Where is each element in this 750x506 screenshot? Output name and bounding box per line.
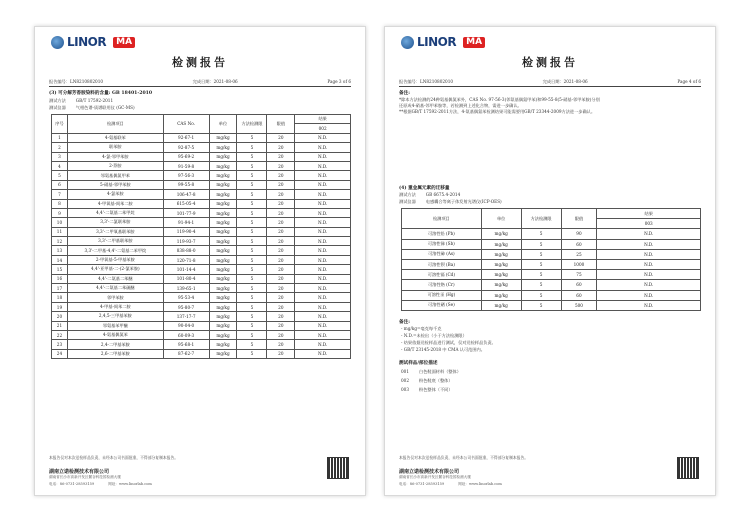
table-cell: mg/kg: [209, 199, 237, 208]
report-meta: [399, 79, 701, 87]
table-cell: 可溶性铬 (Cr): [402, 280, 482, 290]
note-line: 还原成4-硝基-邻甲苯胺等，若检测到上述化合物，需进一步确认。: [399, 103, 522, 108]
table-cell: 5: [237, 302, 267, 311]
table-cell: mg/kg: [481, 259, 521, 269]
table-row: [402, 249, 701, 259]
table-cell: 20: [267, 340, 295, 349]
table-cell: mg/kg: [209, 133, 237, 142]
table-cell: mg/kg: [209, 284, 237, 293]
table-cell: 5: [237, 208, 267, 217]
table-cell: 可溶性铅 (Pb): [402, 229, 482, 239]
table-cell: N.D.: [597, 300, 701, 310]
table-cell: N.D.: [295, 293, 351, 302]
table-cell: 90-04-0: [163, 321, 209, 330]
table-cell: 20: [267, 265, 295, 274]
table-cell: 5: [237, 133, 267, 142]
table-cell: 1000: [561, 259, 597, 269]
table-cell: mg/kg: [481, 270, 521, 280]
table-cell: 75: [561, 270, 597, 280]
table-cell: 5: [237, 218, 267, 227]
report-meta: [49, 79, 351, 87]
table-cell: 可溶性砷 (As): [402, 249, 482, 259]
table-cell: 95-80-7: [163, 302, 209, 311]
table-cell: 20: [267, 284, 295, 293]
table-cell: 6: [52, 180, 68, 189]
table-cell: 4-甲基-间苯二胺: [67, 302, 163, 311]
table-cell: 101-77-9: [163, 208, 209, 217]
test-method: 测试方法 GB 6675.4-2014: [399, 192, 461, 197]
table-cell: 14: [52, 255, 68, 264]
table-cell: 5: [237, 143, 267, 152]
table-cell: 500: [561, 300, 597, 310]
table-cell: 4-氨基联苯: [67, 133, 163, 142]
note-line: **根据GB/T 17592-2011方法，4-氨基偶氮苯检测结果可能需要用GB/T 23344-2009方法进一步确认。: [399, 109, 596, 114]
completion-date: 完成日期：2021-08-06: [192, 79, 238, 84]
table-cell: 20: [267, 246, 295, 255]
table-cell: mg/kg: [209, 340, 237, 349]
table-row: [402, 259, 701, 269]
table-cell: 20: [267, 171, 295, 180]
table-cell: N.D.: [597, 229, 701, 239]
table-cell: mg/kg: [209, 255, 237, 264]
table-cell: 95-68-1: [163, 340, 209, 349]
cma-mark: MA: [113, 37, 135, 48]
table-cell: 5: [237, 321, 267, 330]
table-cell: 92-87-5: [163, 143, 209, 152]
table-cell: 21: [52, 321, 68, 330]
table-cell: 60-09-3: [163, 330, 209, 339]
table-cell: 5: [237, 255, 267, 264]
table-cell: 20: [267, 208, 295, 217]
table-cell: 17: [52, 284, 68, 293]
company-name: 湖南立诺检测技术有限公司: [399, 469, 460, 475]
section-heading: (3) 可分解芳香胺染料的含量: GB 18401-2010: [49, 91, 153, 96]
table-cell: N.D.: [295, 171, 351, 180]
table-cell: 13: [52, 246, 68, 255]
table-cell: 119-90-4: [163, 227, 209, 236]
table-cell: 20: [267, 312, 295, 321]
table-cell: 2: [52, 143, 68, 152]
contact-info: 电话：86-0731-28593159 网址：www.linorlab.com: [49, 482, 152, 486]
table-row: [52, 340, 351, 349]
table-cell: 12: [52, 237, 68, 246]
table-row: [402, 290, 701, 300]
table-cell: N.D.: [597, 259, 701, 269]
table-cell: 5: [237, 274, 267, 283]
page-number: Page 4 of 6: [677, 79, 701, 84]
table-cell: 615-05-4: [163, 199, 209, 208]
table-cell: 4-氯苯胺: [67, 190, 163, 199]
table-cell: mg/kg: [209, 246, 237, 255]
table-cell: 91-94-1: [163, 218, 209, 227]
table-cell: 4,4'-二氨基二苯醚: [67, 274, 163, 283]
remark-line: - N.D.=未检出（小于方法检测限）: [401, 333, 467, 338]
remark-line: - GB/T 23145-2018 中 CMA 认可范围内。: [401, 347, 485, 352]
table-cell: 18: [52, 293, 68, 302]
note-line: *除本方法检测的24种氨基偶氮苯外，CAS No. 97-56-3(邻氨基偶氮甲苯)和99-55-8(5-硝基-邻甲苯胺)分别: [399, 97, 600, 102]
company-name: 湖南立诺检测技术有限公司: [49, 469, 110, 475]
table-cell: 1: [52, 133, 68, 142]
table-cell: mg/kg: [209, 321, 237, 330]
table-cell: N.D.: [295, 199, 351, 208]
table-cell: 5: [237, 284, 267, 293]
table-cell: N.D.: [295, 349, 351, 358]
table-row: [52, 246, 351, 255]
table-cell: 联苯胺: [67, 143, 163, 152]
table-cell: 101-80-4: [163, 274, 209, 283]
table-row: [52, 265, 351, 274]
table-cell: N.D.: [597, 290, 701, 300]
table-cell: 4,4'-二氨基二苯甲烷: [67, 208, 163, 217]
table-cell: 4-氯-邻甲苯胺: [67, 152, 163, 161]
table-cell: 3: [52, 152, 68, 161]
table-row: [52, 237, 351, 246]
table-cell: N.D.: [295, 330, 351, 339]
table-row: [52, 284, 351, 293]
table-cell: 20: [267, 321, 295, 330]
remark-line: - 结果依据送检样品进行测试，仅对送检样品负责。: [401, 340, 496, 345]
table-cell: 19: [52, 302, 68, 311]
table-cell: 4-氨基偶氮苯: [67, 330, 163, 339]
report-page-4: [384, 26, 716, 496]
table-cell: mg/kg: [209, 349, 237, 358]
table-cell: mg/kg: [481, 290, 521, 300]
table-cell: 5: [237, 180, 267, 189]
table-cell: 2,4-二甲基苯胺: [67, 340, 163, 349]
table-cell: mg/kg: [209, 312, 237, 321]
table-cell: 可溶性锑 (Sb): [402, 239, 482, 249]
table-cell: mg/kg: [481, 300, 521, 310]
table-cell: 5: [521, 280, 561, 290]
table-cell: mg/kg: [481, 249, 521, 259]
table-cell: 24: [52, 349, 68, 358]
table-cell: 20: [267, 133, 295, 142]
table-cell: N.D.: [295, 218, 351, 227]
table-cell: 5: [237, 246, 267, 255]
table-cell: N.D.: [597, 249, 701, 259]
company-logo: [401, 34, 485, 50]
report-number: 报告编号：LN8210802010: [49, 79, 104, 84]
test-method: 测试方法 GB/T 17592-2011: [49, 98, 114, 103]
table-cell: 5: [237, 227, 267, 236]
table-cell: 5: [237, 237, 267, 246]
table-cell: 5: [521, 290, 561, 300]
remark-line: - mg/kg=毫克每千克: [401, 326, 442, 331]
table-row: [52, 161, 351, 170]
globe-icon: [51, 36, 64, 49]
table-cell: 20: [267, 218, 295, 227]
table-cell: N.D.: [295, 302, 351, 311]
table-cell: 60: [561, 239, 597, 249]
table-cell: 3,3'-二甲基-4,4'-二氨基二苯甲烷: [67, 246, 163, 255]
table-cell: 20: [267, 349, 295, 358]
table-cell: N.D.: [597, 280, 701, 290]
table-row: [402, 270, 701, 280]
table-row: [402, 239, 701, 249]
table-cell: mg/kg: [209, 218, 237, 227]
page-title: 检测报告: [522, 56, 578, 69]
amine-results-table: [51, 114, 351, 359]
table-cell: 2,4,5-三甲基苯胺: [67, 312, 163, 321]
notes-heading: 备注:: [399, 91, 410, 96]
table-cell: mg/kg: [209, 171, 237, 180]
table-cell: 3,3'-二氯联苯胺: [67, 218, 163, 227]
table-cell: mg/kg: [209, 302, 237, 311]
table-cell: 5: [237, 171, 267, 180]
table-row: [52, 312, 351, 321]
table-cell: 99-55-8: [163, 180, 209, 189]
table-cell: 20: [267, 143, 295, 152]
table-cell: 5: [237, 199, 267, 208]
table-cell: 60: [561, 280, 597, 290]
globe-icon: [401, 36, 414, 49]
table-cell: 20: [267, 227, 295, 236]
table-cell: 119-93-7: [163, 237, 209, 246]
table-cell: 4: [52, 161, 68, 170]
table-cell: 10: [52, 218, 68, 227]
table-row: [402, 280, 701, 290]
parts-heading: 测试样品/部位描述: [399, 361, 438, 366]
table-cell: 20: [267, 293, 295, 302]
table-cell: N.D.: [295, 208, 351, 217]
table-cell: 3,3'-二甲基联苯胺: [67, 237, 163, 246]
table-cell: N.D.: [295, 265, 351, 274]
table-cell: 23: [52, 340, 68, 349]
table-cell: 20: [267, 199, 295, 208]
table-cell: 4-甲氧基-间苯二胺: [67, 199, 163, 208]
table-row: [52, 218, 351, 227]
section-heading: (4) 重金属元素的迁移量: [399, 186, 450, 191]
remarks-heading: 备注:: [399, 320, 410, 325]
table-row: [52, 302, 351, 311]
table-cell: 5: [237, 265, 267, 274]
table-cell: mg/kg: [209, 227, 237, 236]
table-cell: 11: [52, 227, 68, 236]
report-page-3: [34, 26, 366, 496]
table-cell: 5: [237, 340, 267, 349]
table-cell: mg/kg: [209, 190, 237, 199]
table-cell: 7: [52, 190, 68, 199]
table-cell: mg/kg: [209, 237, 237, 246]
table-cell: 25: [561, 249, 597, 259]
table-cell: 16: [52, 274, 68, 283]
heavy-metal-table: [401, 208, 701, 311]
table-cell: N.D.: [295, 321, 351, 330]
table-row: [402, 229, 701, 239]
table-cell: 5: [237, 293, 267, 302]
table-cell: 5: [521, 239, 561, 249]
table-cell: 邻氨基偶氮甲苯: [67, 171, 163, 180]
part-row: 003 粉色整体（不同）: [401, 387, 453, 392]
table-cell: 4,4'-二氨基二苯硫醚: [67, 284, 163, 293]
table-cell: 5: [237, 349, 267, 358]
table-cell: 20: [267, 237, 295, 246]
table-row: [52, 171, 351, 180]
table-cell: 90: [561, 229, 597, 239]
table-cell: N.D.: [295, 143, 351, 152]
table-header: 检测项目 单位 方法检测限 限值 结果: [402, 209, 701, 219]
table-cell: 20: [267, 302, 295, 311]
contact-info: 电话：86-0731-28593159 网址：www.linorlab.com: [399, 482, 502, 486]
company-logo: [51, 34, 135, 50]
table-cell: mg/kg: [481, 229, 521, 239]
table-cell: 2,6-二甲基苯胺: [67, 349, 163, 358]
brand-name: LINOR: [417, 35, 457, 49]
brand-name: LINOR: [67, 35, 107, 49]
table-cell: 5: [521, 259, 561, 269]
table-cell: 92-67-1: [163, 133, 209, 142]
table-cell: 5: [237, 190, 267, 199]
table-cell: 5: [237, 152, 267, 161]
table-cell: mg/kg: [209, 330, 237, 339]
table-cell: 3,3'-二甲氧基联苯胺: [67, 227, 163, 236]
table-cell: 20: [267, 152, 295, 161]
table-cell: 22: [52, 330, 68, 339]
table-cell: 邻氨基苯甲醚: [67, 321, 163, 330]
footnote: 本报告仅对本次送检样品负责，未经本公司书面批准，不得部分复制本报告。: [49, 455, 179, 460]
company-address: 湖南省长沙市高新开发区麓谷科技园检测大楼: [399, 475, 471, 479]
company-address: 湖南省长沙市高新开发区麓谷科技园检测大楼: [49, 475, 121, 479]
completion-date: 完成日期：2021-08-06: [542, 79, 588, 84]
table-row: [52, 152, 351, 161]
table-cell: 5: [52, 171, 68, 180]
table-row: [52, 293, 351, 302]
test-instrument: 测试仪器 气相色谱-质谱联用仪 (GC-MS): [49, 105, 135, 110]
table-cell: mg/kg: [481, 239, 521, 249]
table-cell: 5: [237, 312, 267, 321]
table-row: [52, 349, 351, 358]
table-cell: 91-59-8: [163, 161, 209, 170]
qr-code: [327, 457, 349, 479]
table-cell: N.D.: [295, 152, 351, 161]
table-cell: N.D.: [597, 239, 701, 249]
table-cell: 20: [52, 312, 68, 321]
table-cell: 20: [267, 180, 295, 189]
table-cell: 9: [52, 208, 68, 217]
table-cell: N.D.: [295, 190, 351, 199]
table-cell: 60: [561, 290, 597, 300]
cma-mark: MA: [463, 37, 485, 48]
table-row: [52, 143, 351, 152]
table-cell: 5: [521, 249, 561, 259]
table-cell: mg/kg: [209, 265, 237, 274]
table-cell: N.D.: [295, 255, 351, 264]
table-cell: 137-17-7: [163, 312, 209, 321]
table-cell: 邻甲苯胺: [67, 293, 163, 302]
table-cell: N.D.: [597, 270, 701, 280]
table-cell: 可溶性硒 (Se): [402, 300, 482, 310]
table-cell: mg/kg: [209, 143, 237, 152]
sample-id: 002: [295, 124, 351, 133]
part-row: 002 粉色鞋底（整体）: [401, 378, 453, 383]
table-cell: mg/kg: [209, 152, 237, 161]
table-cell: mg/kg: [209, 180, 237, 189]
table-cell: 2-甲氧基-5-甲基苯胺: [67, 255, 163, 264]
page-title: 检测报告: [172, 56, 228, 69]
table-cell: 可溶性钡 (Ba): [402, 259, 482, 269]
table-cell: 20: [267, 330, 295, 339]
table-cell: 95-69-2: [163, 152, 209, 161]
table-cell: mg/kg: [209, 161, 237, 170]
table-cell: N.D.: [295, 340, 351, 349]
table-row: [52, 255, 351, 264]
table-cell: N.D.: [295, 312, 351, 321]
table-cell: 101-14-4: [163, 265, 209, 274]
table-cell: 838-88-0: [163, 246, 209, 255]
table-cell: mg/kg: [209, 274, 237, 283]
table-cell: 5: [521, 229, 561, 239]
table-cell: mg/kg: [209, 293, 237, 302]
table-row: [52, 330, 351, 339]
table-cell: N.D.: [295, 284, 351, 293]
table-header: 序号 检测项目 CAS No. 单位 方法检测限 限值 结果: [52, 115, 351, 124]
table-cell: 15: [52, 265, 68, 274]
table-row: [52, 180, 351, 189]
footnote: 本报告仅对本次送检样品负责，未经本公司书面批准，不得部分复制本报告。: [399, 455, 529, 460]
table-cell: N.D.: [295, 133, 351, 142]
table-row: [52, 190, 351, 199]
table-cell: N.D.: [295, 274, 351, 283]
table-row: [52, 133, 351, 142]
table-cell: N.D.: [295, 161, 351, 170]
table-cell: N.D.: [295, 237, 351, 246]
table-cell: 可溶性汞 (Hg): [402, 290, 482, 300]
table-cell: 4,4'-亚甲基-二-(2-氯苯胺): [67, 265, 163, 274]
table-row: [402, 300, 701, 310]
table-cell: 106-47-8: [163, 190, 209, 199]
table-cell: N.D.: [295, 227, 351, 236]
table-cell: 5: [237, 330, 267, 339]
table-cell: 5-硝基-邻甲苯胺: [67, 180, 163, 189]
table-row: [52, 199, 351, 208]
table-cell: 97-56-3: [163, 171, 209, 180]
table-cell: 可溶性镉 (Cd): [402, 270, 482, 280]
table-row: [52, 321, 351, 330]
table-cell: 20: [267, 190, 295, 199]
table-cell: 5: [521, 300, 561, 310]
table-cell: 139-65-1: [163, 284, 209, 293]
qr-code: [677, 457, 699, 479]
table-cell: 120-71-8: [163, 255, 209, 264]
table-cell: 2-萘胺: [67, 161, 163, 170]
table-cell: 5: [521, 270, 561, 280]
table-cell: 87-62-7: [163, 349, 209, 358]
table-row: [52, 274, 351, 283]
page-number: Page 3 of 6: [327, 79, 351, 84]
sample-id: 003: [597, 219, 701, 229]
part-row: 001 白色鞋面材料（整体）: [401, 369, 461, 374]
table-cell: N.D.: [295, 246, 351, 255]
table-cell: 20: [267, 161, 295, 170]
table-cell: mg/kg: [481, 280, 521, 290]
report-number: 报告编号：LN8210802010: [399, 79, 454, 84]
table-cell: N.D.: [295, 180, 351, 189]
table-cell: 8: [52, 199, 68, 208]
table-cell: 5: [237, 161, 267, 170]
test-instrument: 测试仪器 电感耦合等离子体发射光谱仪(ICP-OES): [399, 199, 502, 204]
table-cell: 20: [267, 255, 295, 264]
table-cell: mg/kg: [209, 208, 237, 217]
table-cell: 95-53-4: [163, 293, 209, 302]
table-cell: 20: [267, 274, 295, 283]
table-row: [52, 208, 351, 217]
table-row: [52, 227, 351, 236]
